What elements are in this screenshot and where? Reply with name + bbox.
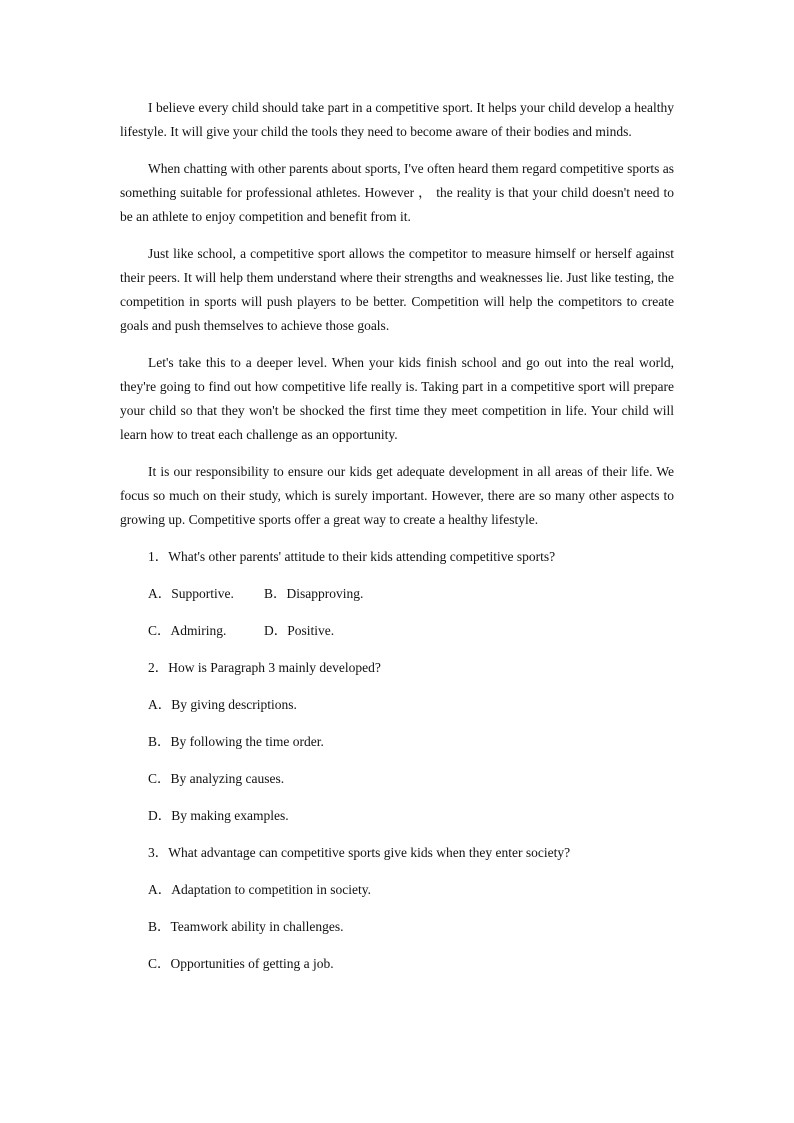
question-2	[120, 656, 674, 828]
passage-paragraph-1: I believe every child should take part in a competitive sport. It helps your child develop a healthy lifestyle. It will give your child the tools they need to become aware of their bodies and minds.	[120, 100, 674, 139]
document-body	[120, 96, 674, 989]
passage-paragraph-3: Just like school, a competitive sport allows the competitor to measure himself or herself against their peers. It will help them understand where their strengths and weaknesses lie. Just like testing, the competition in sports will push players to be better. Competition will help the competitors to create goals and push themselves to achieve those goals.	[120, 246, 674, 333]
passage-paragraph-5: It is our responsibility to ensure our kids get adequate development in all areas of their life. We focus so much on their study, which is surely important. However, there are so many other aspects to growing up. Competitive sports offer a great way to create a healthy lifestyle.	[120, 464, 674, 527]
question-1-stem: 1．What's other parents' attitude to their kids attending competitive sports?	[148, 549, 556, 564]
question-1-option-b: B．Disapproving.	[264, 586, 364, 601]
question-1-option-d: D．Positive.	[264, 623, 335, 638]
question-2-option-b: B．By following the time order.	[148, 734, 324, 749]
question-1-option-c: C．Admiring.	[148, 623, 227, 638]
question-3-option-c: C．Opportunities of getting a job.	[148, 956, 334, 971]
question-1-options-row-1	[120, 582, 674, 606]
question-3-stem: 3．What advantage can competitive sports give kids when they enter society?	[148, 845, 571, 860]
question-2-option-c: C．By analyzing causes.	[148, 771, 285, 786]
question-1-option-a: A．Supportive.	[148, 586, 234, 601]
passage-paragraph-2: When chatting with other parents about sports, I've often heard them regard competitive sports as something suitable for professional athletes. However ， the reality is that your child doesn't need to be an athlete to enjoy competition and benefit from it.	[120, 161, 674, 224]
question-2-option-d: D．By making examples.	[148, 808, 289, 823]
question-3	[120, 841, 674, 976]
passage-paragraph-4: Let's take this to a deeper level. When your kids finish school and go out into the real world, they're going to find out how competitive life really is. Taking part in a competitive sport will prepare your child so that they won't be shocked the first time they meet competition in life. Your child will learn how to treat each challenge as an opportunity.	[120, 355, 674, 442]
question-3-option-b: B．Teamwork ability in challenges.	[148, 919, 344, 934]
question-2-option-a: A．By giving descriptions.	[148, 697, 297, 712]
question-3-option-a: A．Adaptation to competition in society.	[148, 882, 371, 897]
question-2-stem: 2．How is Paragraph 3 mainly developed?	[148, 660, 381, 675]
question-1-options-row-2	[120, 619, 674, 643]
question-1	[120, 545, 674, 643]
